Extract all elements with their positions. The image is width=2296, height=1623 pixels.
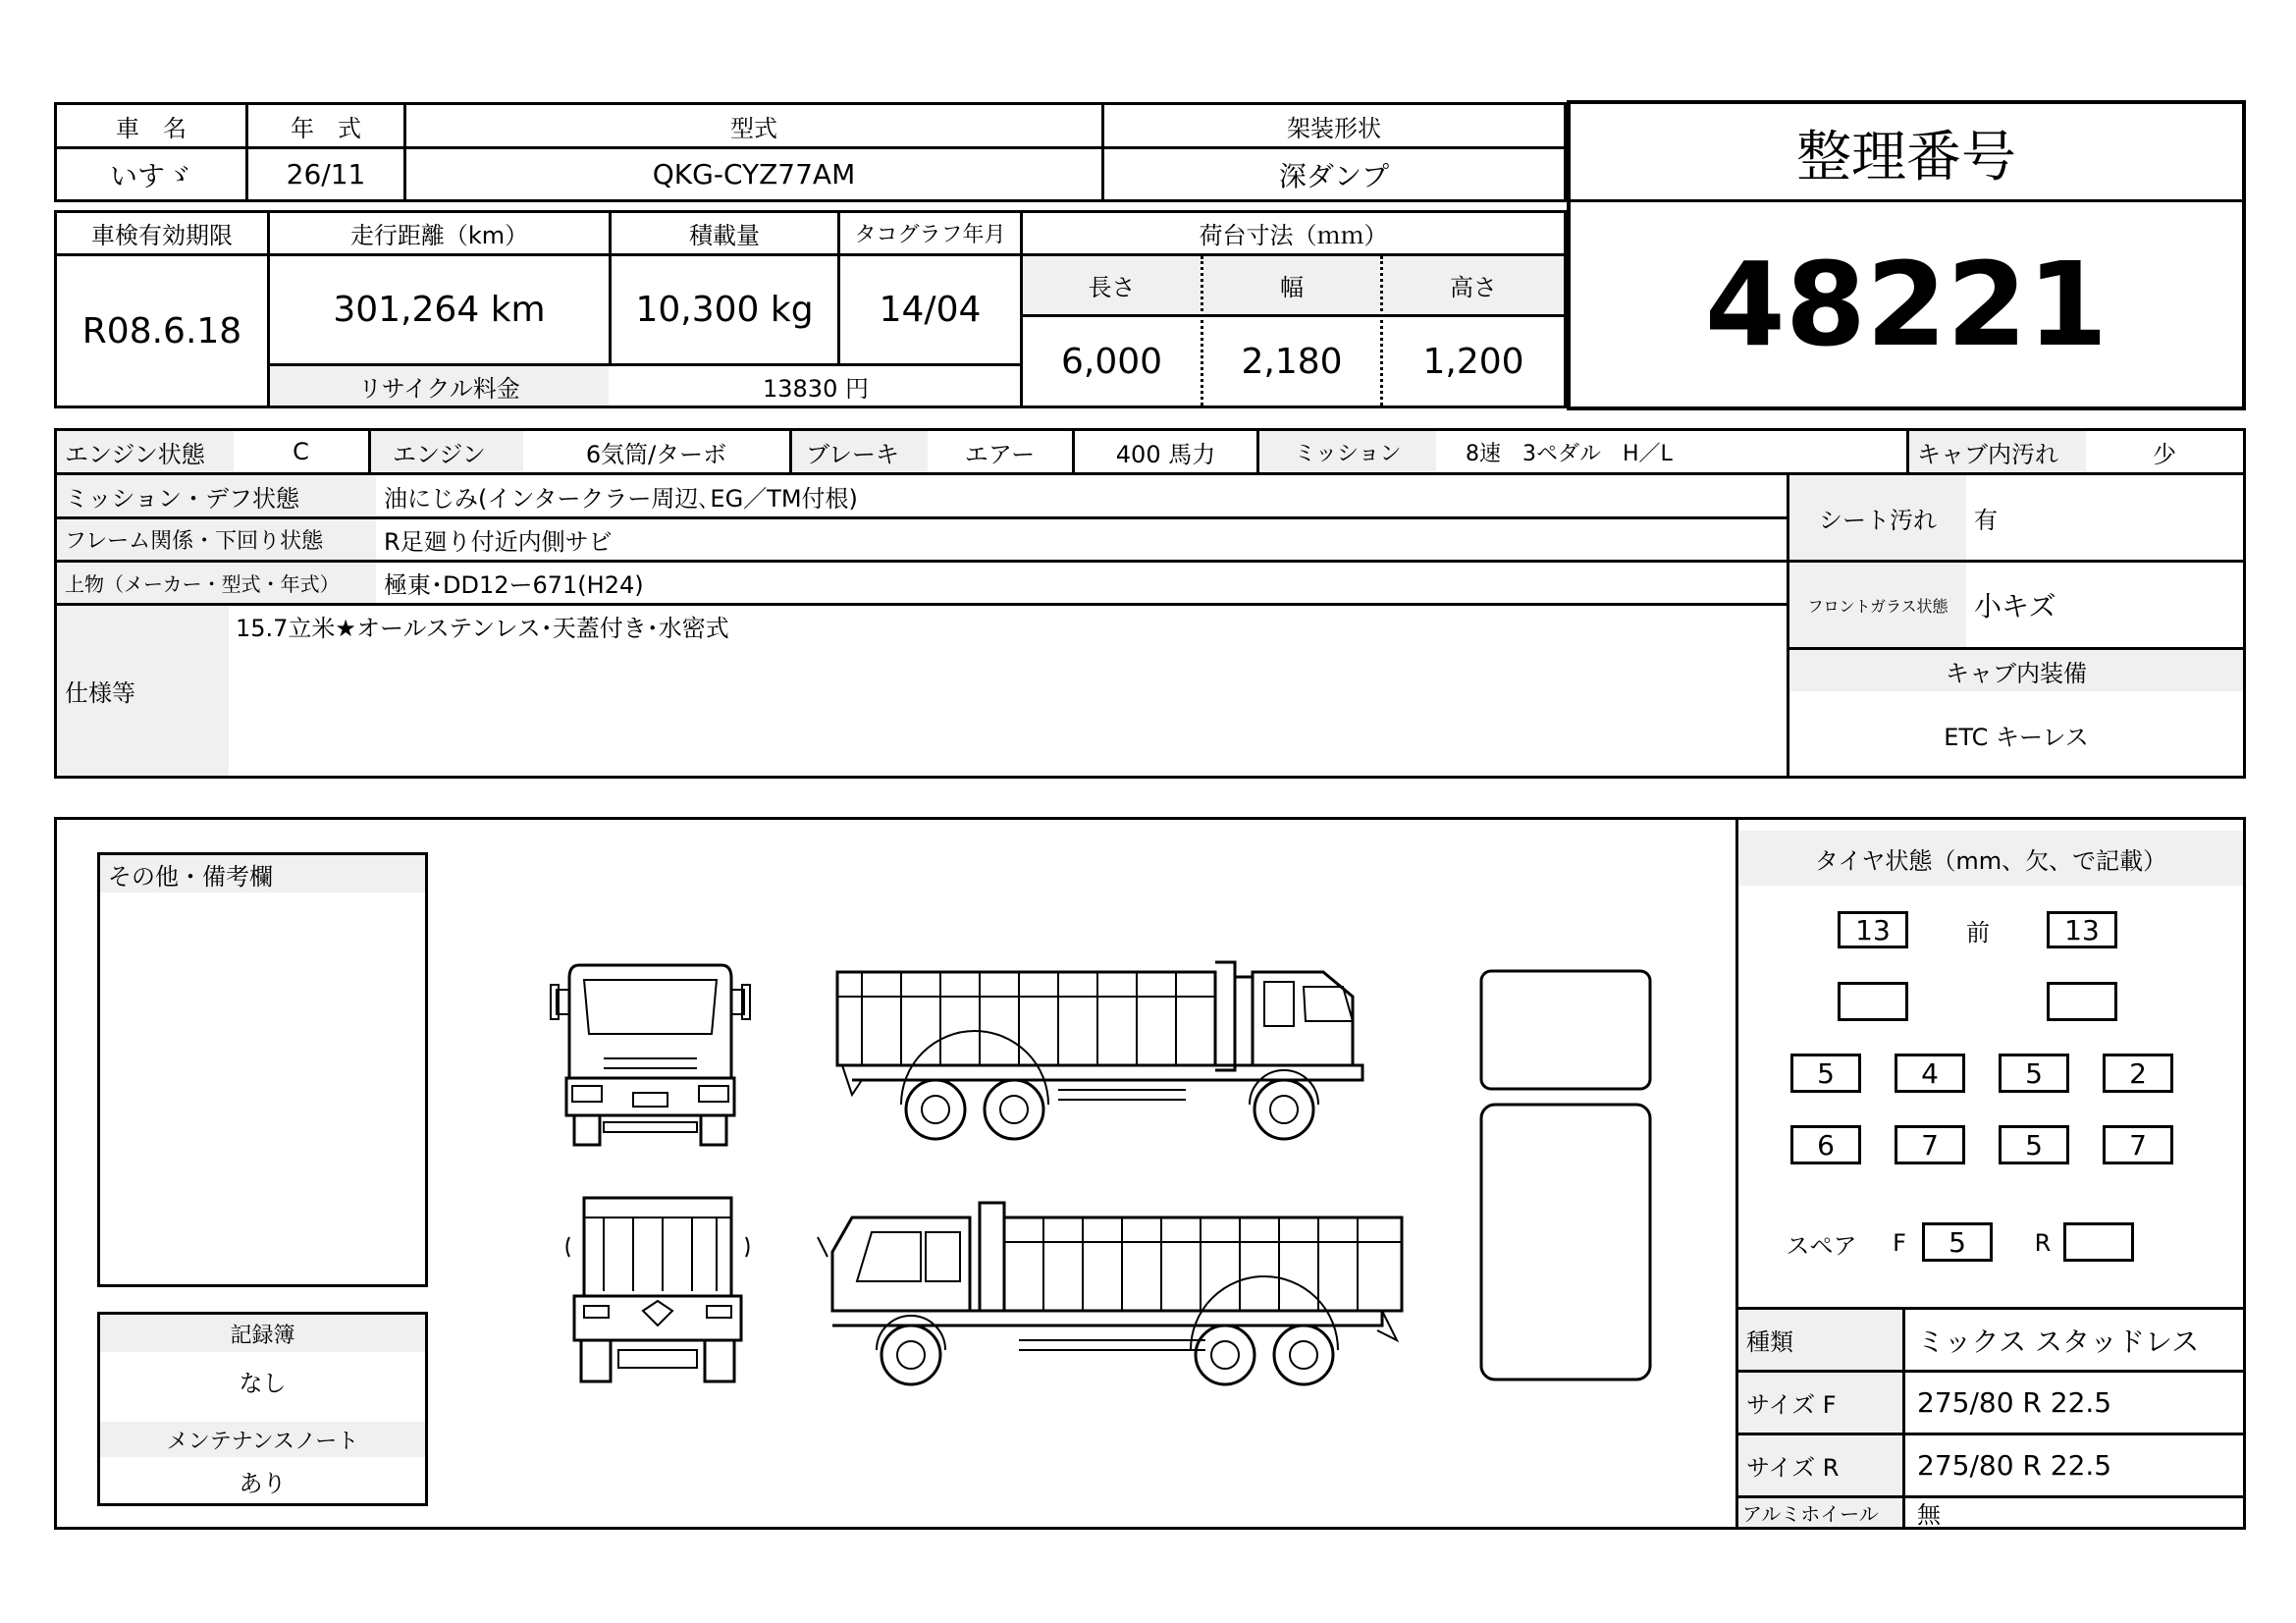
maint-label: メンテナンスノート	[100, 1422, 425, 1457]
seat-label: シート汚れ	[1789, 475, 1966, 560]
width-label: 幅	[1203, 256, 1380, 314]
frame-label: フレーム関係・下回り状態	[57, 519, 376, 560]
truck-side-view-left	[813, 1193, 1407, 1389]
seat-value: 有	[1974, 506, 1998, 534]
engine-state-label: エンジン状態	[57, 431, 234, 472]
year-label: 年 式	[291, 114, 361, 142]
inspection-value: R08.6.18	[81, 310, 242, 352]
car-name-label: 車 名	[116, 114, 187, 142]
load-value: 10,300 kg	[635, 290, 814, 330]
upper-label: 上物（メーカー・型式・年式）	[57, 563, 376, 603]
remarks-box	[97, 852, 428, 1287]
size-r-value: 275/80 R 22.5	[1917, 1449, 2112, 1482]
size-f-value: 275/80 R 22.5	[1917, 1386, 2112, 1419]
year-value: 26/11	[286, 158, 366, 190]
mission-label: ミッション	[1259, 431, 1436, 472]
spare-r-label: R	[2034, 1229, 2052, 1257]
tire-rear-2b: 7	[1895, 1125, 1965, 1164]
tire-front-left: 13	[1838, 911, 1908, 948]
body-type-label: 架装形状	[1287, 114, 1381, 142]
tire-rear-2a: 6	[1790, 1125, 1861, 1164]
front-glass-value: 小キズ	[1974, 590, 2056, 622]
truck-side-view-right	[832, 957, 1387, 1144]
inspection-label: 車検有効期限	[91, 222, 233, 249]
cab-equip-value: ETC キーレス	[1944, 723, 2089, 751]
mission-def-value: 油にじみ(インタークラー周辺､EG／TM付根)	[384, 484, 858, 513]
car-name: いすゞ	[109, 159, 192, 192]
length-value: 6,000	[1060, 341, 1163, 382]
height-label: 高さ	[1383, 256, 1564, 314]
truck-front-view	[545, 960, 756, 1149]
tacho-value: 14/04	[879, 290, 982, 330]
mission-value: 8速 3ペダル H／L	[1466, 441, 1673, 466]
options-label: 仕様等	[57, 606, 229, 776]
tire-front-left-2	[1838, 982, 1908, 1021]
engine-value: 6気筒/ターボ	[585, 440, 727, 468]
tacho-label: タコグラフ年月	[854, 223, 1006, 247]
truck-top-view	[1477, 967, 1654, 1384]
maint-value: あり	[239, 1469, 287, 1497]
truck-rear-view	[560, 1193, 756, 1387]
tire-rear-1d: 2	[2103, 1054, 2173, 1093]
spare-label: スペア	[1786, 1231, 1857, 1260]
body-type-value: 深ダンプ	[1278, 159, 1390, 192]
mileage-value: 301,264 km	[333, 290, 546, 330]
record-label: 記録簿	[100, 1315, 425, 1352]
tire-rear-1b: 4	[1895, 1054, 1965, 1093]
model-label: 型式	[730, 114, 777, 142]
front-glass-label: フロントガラス状態	[1789, 563, 1966, 647]
cab-equip-label: キャブ内装備	[1789, 650, 2243, 691]
cab-dirt-value: 少	[2153, 440, 2176, 468]
model-value: QKG-CYZ77AM	[652, 158, 856, 190]
tire-rear-2c: 5	[1999, 1125, 2069, 1164]
mission-def-label: ミッション・デフ状態	[57, 475, 376, 516]
width-value: 2,180	[1241, 341, 1343, 382]
height-value: 1,200	[1422, 341, 1524, 382]
tire-front-right: 13	[2047, 911, 2117, 948]
front-label: 前	[1966, 918, 1990, 947]
tire-type-label: 種類	[1738, 1310, 1902, 1370]
recycle-value: 13830 円	[763, 374, 869, 403]
tire-type-value: ミックス スタッドレス	[1917, 1325, 2200, 1358]
horsepower-value: 400 馬力	[1115, 440, 1216, 468]
reference-number: 48221	[1704, 237, 2109, 372]
tire-front-right-2	[2047, 982, 2117, 1021]
engine-label: エンジン	[371, 431, 523, 472]
record-value: なし	[239, 1369, 287, 1397]
spare-f-label: F	[1893, 1229, 1906, 1257]
reference-label: 整理番号	[1796, 125, 2016, 189]
recycle-label: リサイクル料金	[270, 366, 609, 406]
dims-label: 荷台寸法（ｍｍ）	[1199, 222, 1388, 249]
cab-dirt-label: キャブ内汚れ	[1909, 431, 2086, 472]
tire-rear-1c: 5	[1999, 1054, 2069, 1093]
size-r-label: サイズ R	[1738, 1435, 1902, 1495]
remarks-label: その他・備考欄	[100, 855, 425, 893]
frame-value: R足廻り付近内側サビ	[384, 528, 613, 556]
spare-f-value: 5	[1922, 1222, 1993, 1262]
brake-label: ブレーキ	[792, 431, 928, 472]
tire-title: タイヤ状態（mm、欠、で記載）	[1738, 831, 2243, 886]
spare-r-value	[2063, 1222, 2134, 1262]
upper-value: 極東･DD12ー671(H24)	[384, 571, 644, 599]
alu-wheel-label: アルミホイール	[1738, 1498, 1902, 1527]
brake-value: エアー	[964, 440, 1036, 468]
tire-rear-2d: 7	[2103, 1125, 2173, 1164]
load-label: 積載量	[689, 222, 760, 249]
length-label: 長さ	[1023, 256, 1201, 314]
options-value: 15.7立米★オールステンレス･天蓋付き･水密式	[236, 615, 729, 642]
mileage-label: 走行距離（km）	[349, 222, 529, 249]
size-f-label: サイズ F	[1738, 1373, 1902, 1433]
engine-state-value: C	[293, 438, 309, 465]
tire-rear-1a: 5	[1790, 1054, 1861, 1093]
alu-wheel-value: 無	[1917, 1501, 1941, 1529]
